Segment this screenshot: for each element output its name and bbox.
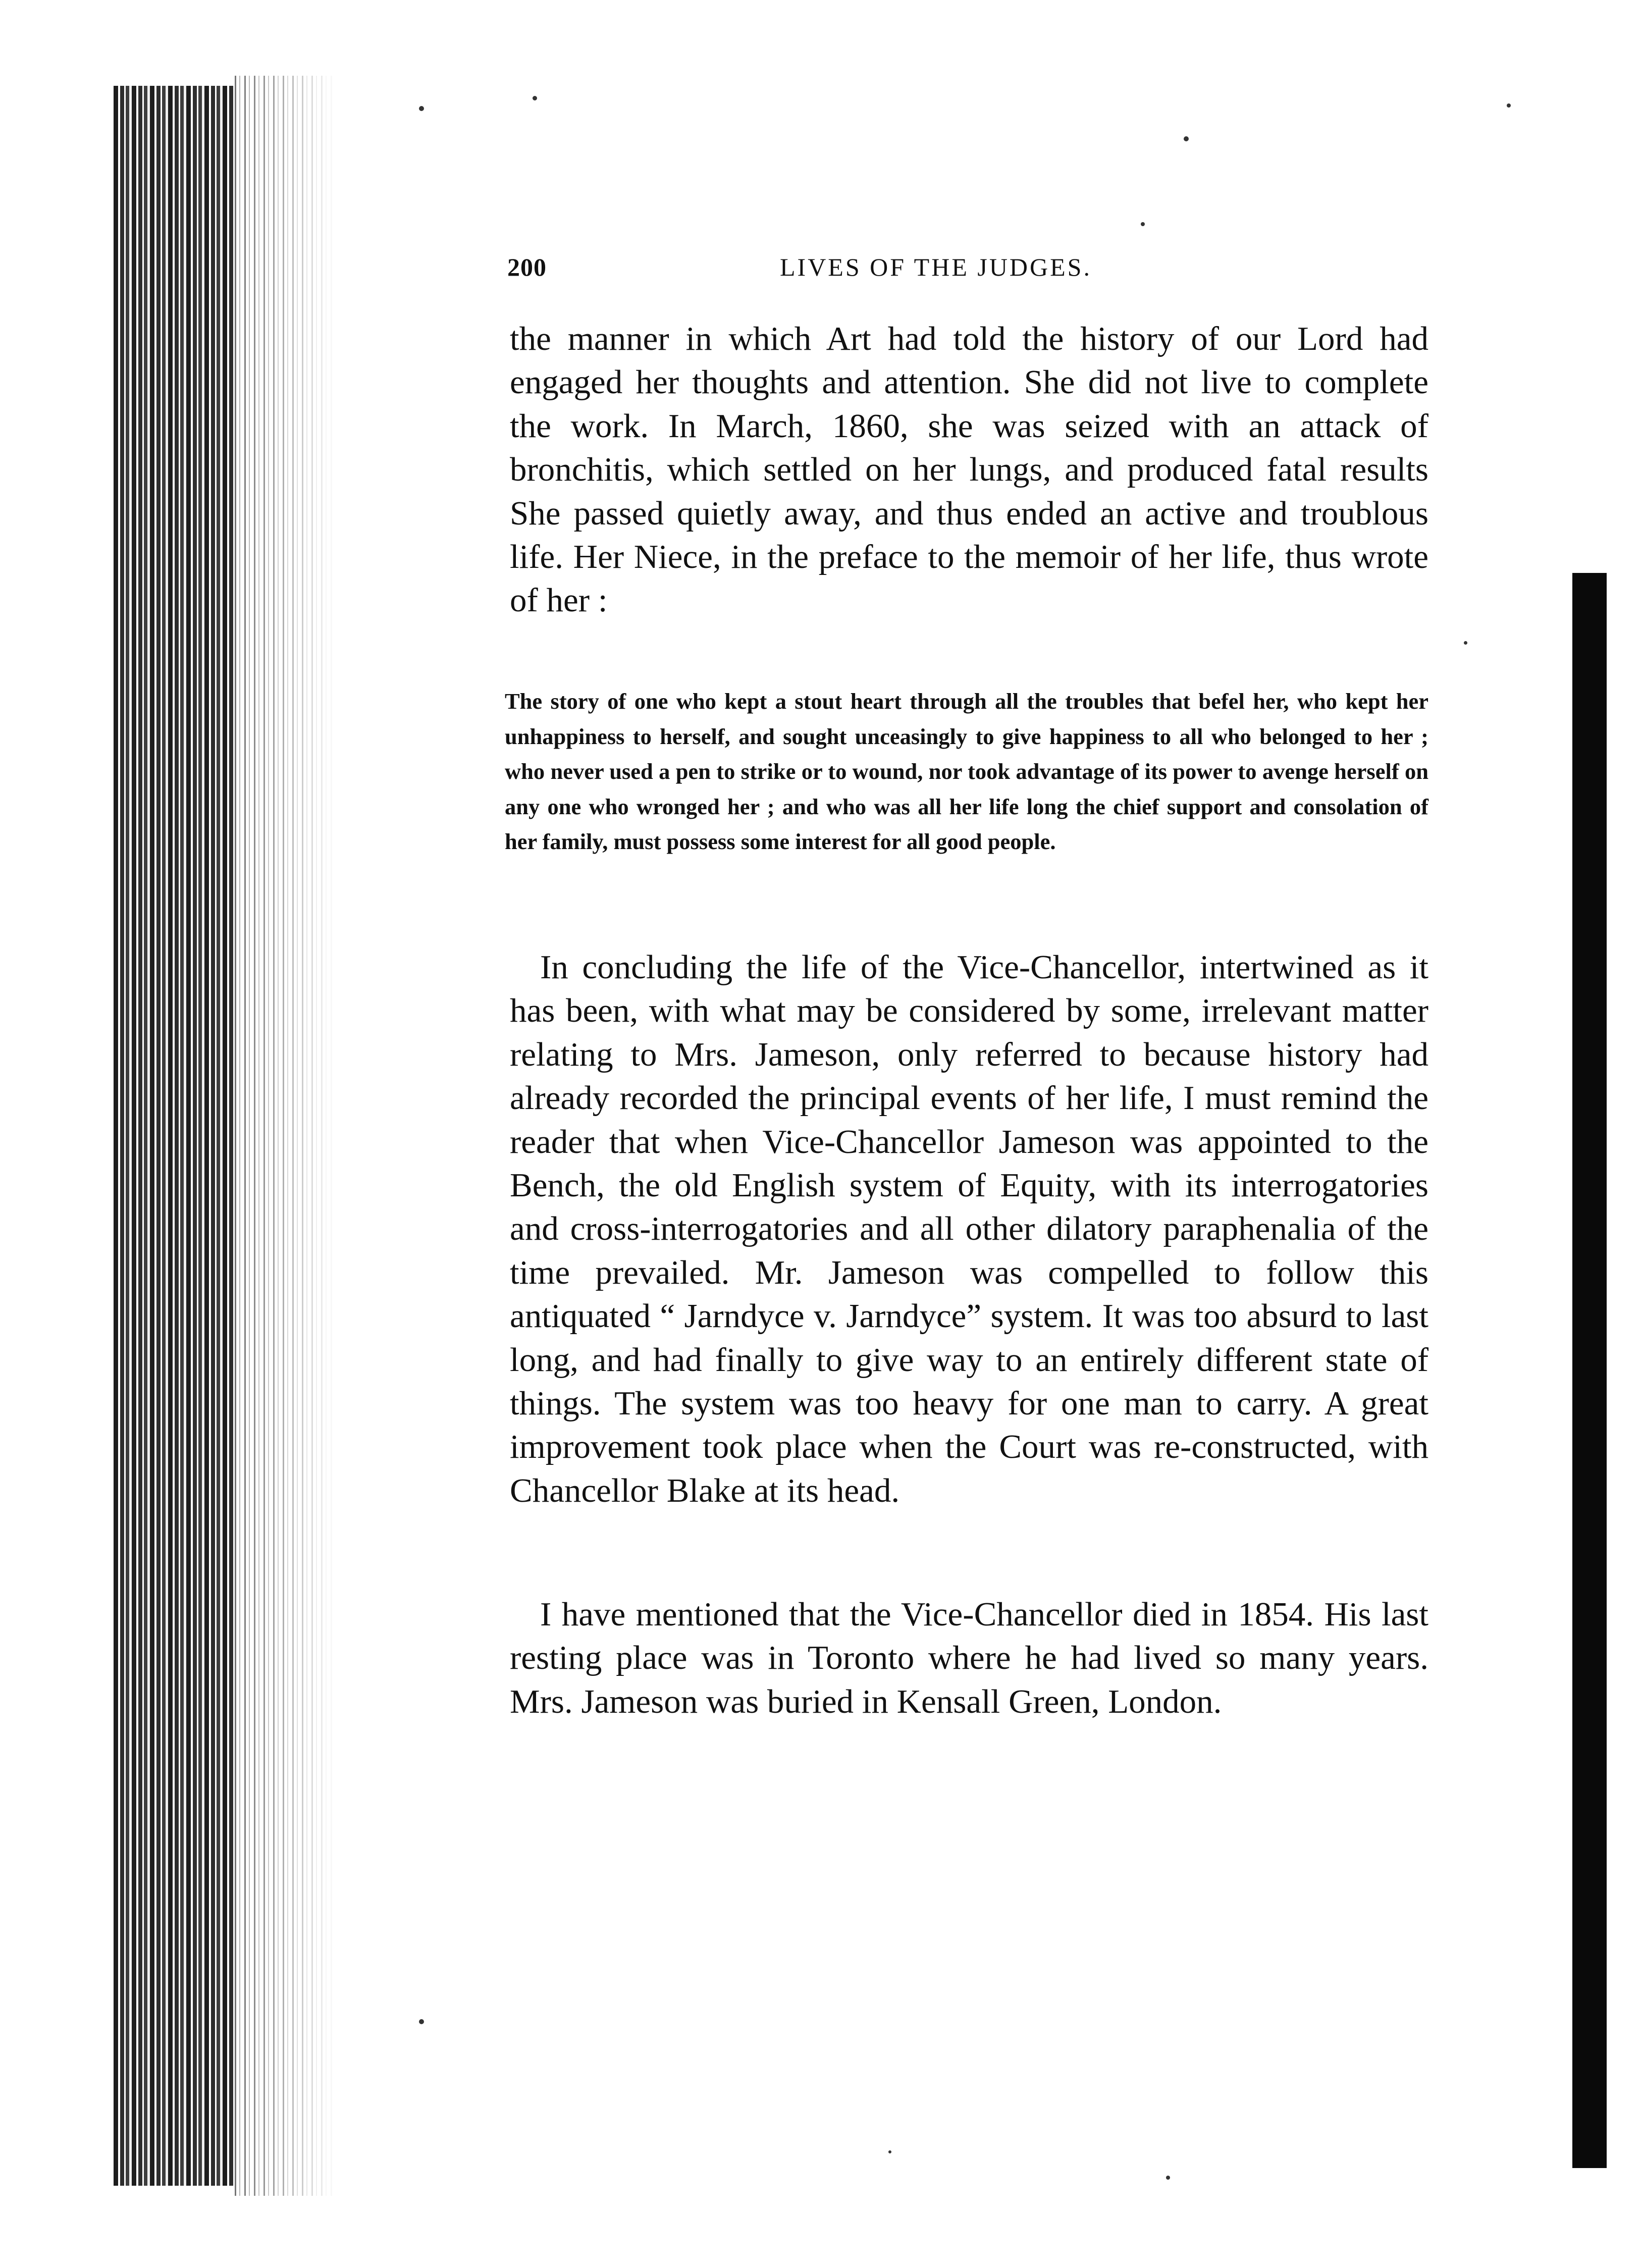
right-edge-bar <box>1572 573 1607 2168</box>
block-quotation: The story of one who kept a stout heart through all the troubles that befel her, who kept her unhappiness to herself, and sought unceasingly to give happiness to all who belonged to her ; who never used a pen to strike or to wound, nor took advantage of its power to avenge herself on any one who wronged her ; and who was all her life long the chief support and consolation of her family, must possess some interest for all good people. <box>505 689 1428 854</box>
page-number: 200 <box>507 253 547 281</box>
paragraph-concluding: In concluding the life of the Vice-Chancellor, intertwined as it has been, with what may be considered by some, irrelevant matter relating to Mrs. Jameson, only referred to because history had already recorded the principal events of her life, I must remind the reader that when Vice-Chancellor Jameson was appointed to the Bench, the old English system of Equity, with its interrogatories and cross-interrogatories and all other dilatory paraphenalia of the time prevailed. Mr. Jameson was compelled to follow this antiquated “ Jarndyce v. Jarndyce” system. It was too absurd to last long, and had finally to give way to an entirely different state of things. The system was too heavy for one man to carry. A great improvement took place when the Court was re-constructed, with Chancellor Blake at its head. <box>510 948 1428 1509</box>
binding-edge-fade <box>235 76 336 2196</box>
running-title: LIVES OF THE JUDGES. <box>780 253 1092 281</box>
paragraph-continued: the manner in which Art had told the history of our Lord had engaged her thoughts and attention. She did not live to complete the work. In March, 1860, she was seized with an attack of bronchitis, which settled on her lungs, and produced fatal results She passed quietly away, and thus ended an active and troublous life. Her Niece, in the preface to the memoir of her life, thus wrote of her : <box>510 320 1428 619</box>
paragraph-final: I have mentioned that the Vice-Chancellor died in 1854. His last resting place was in Toronto where he had lived so many years. Mrs. Jameson was buried in Kensall Green, London. <box>510 1596 1428 1720</box>
binding-edge-shadow <box>114 86 235 2186</box>
running-head <box>507 252 1426 288</box>
